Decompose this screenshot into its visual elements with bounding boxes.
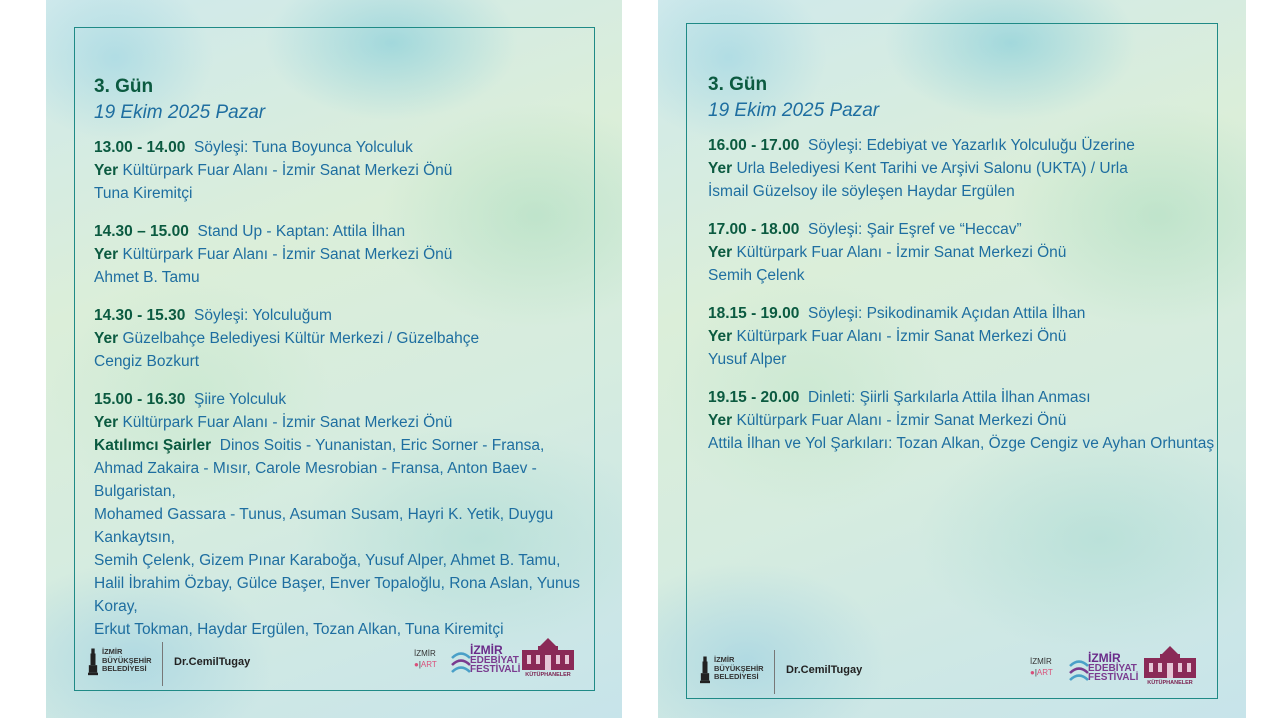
- participants-line: Dinos Soitis - Yunanistan, Eric Sorner - Fransa,: [219, 437, 545, 454]
- event-place: Kültürpark Fuar Alanı - İzmir Sanat Merkezi Önü: [736, 244, 1067, 261]
- event-time: 14.30 – 15.00: [94, 223, 189, 240]
- poster-right: [658, 0, 1246, 718]
- event-title: Stand Up - Kaptan: Attila İlhan: [197, 223, 406, 240]
- izmir-art-logo: İZMİR ●|ART: [1030, 657, 1053, 677]
- participants-label: Katılımcı Şairler: [94, 437, 212, 454]
- library-building-icon: [1140, 646, 1200, 680]
- library-name: KÜTÜPHANELER: [1147, 680, 1193, 686]
- participants-line: Ahmad Zakaira - Mısır, Carole Mesrobian - Fransa, Anton Baev - Bulgaristan,: [94, 460, 537, 500]
- program-content: [708, 72, 1228, 470]
- ibb-text-line: BELEDİYESİ: [102, 664, 147, 674]
- event-time: 17.00 - 18.00: [708, 221, 800, 238]
- event-people: Cengiz Bozkurt: [94, 353, 200, 370]
- event-people: Semih Çelenk: [708, 267, 805, 284]
- festival-logo: [450, 642, 521, 684]
- event-place: Kültürpark Fuar Alanı - İzmir Sanat Merkezi Önü: [736, 328, 1067, 345]
- art-logo-bottom: ART: [420, 660, 437, 669]
- event-people: Yusuf Alper: [708, 351, 787, 368]
- event-title: Dinleti: Şiirli Şarkılarla Attila İlhan Anması: [807, 389, 1091, 406]
- clock-tower-icon: [88, 644, 98, 678]
- ibb-logo: [700, 652, 764, 686]
- ibb-logo: [88, 644, 152, 678]
- event-block: [708, 302, 1228, 371]
- mayor-name: Dr.CemilTugay: [174, 656, 251, 668]
- library-building-icon: [518, 638, 578, 672]
- event-title: Söyleşi: Edebiyat ve Yazarlık Yolculuğu Üzerine: [807, 137, 1135, 154]
- place-label: Yer: [708, 412, 733, 429]
- event-block: [94, 388, 594, 641]
- ibb-text-line: İZMİR: [714, 655, 735, 665]
- event-people: Tuna Kiremitçi: [94, 185, 193, 202]
- logo-divider: [774, 650, 775, 694]
- mayor-logo: [786, 664, 862, 681]
- event-people: Attila İlhan ve Yol Şarkıları: Tozan Alkan, Özge Cengiz ve Ayhan Orhuntaş: [708, 435, 1215, 452]
- event-place: Güzelbahçe Belediyesi Kültür Merkezi / Güzelbahçe: [122, 330, 480, 347]
- place-label: Yer: [708, 328, 733, 345]
- festival-text-line: FESTİVALİ: [1088, 672, 1139, 683]
- festival-text-line: EDEBİYAT: [470, 654, 519, 666]
- event-title: Şiire Yolculuk: [193, 391, 287, 408]
- event-block: [94, 136, 594, 205]
- day-date: 19 Ekim 2025 Pazar: [708, 100, 880, 121]
- logo-strip: [88, 642, 588, 688]
- event-title: Söyleşi: Tuna Boyunca Yolculuk: [193, 139, 413, 156]
- participants-line: Erkut Tokman, Haydar Ergülen, Tozan Alkan, Tuna Kiremitçi: [94, 621, 504, 638]
- logo-strip: [700, 650, 1220, 696]
- mayor-name: Dr.CemilTugay: [786, 664, 863, 676]
- event-people: Ahmet B. Tamu: [94, 269, 200, 286]
- event-people: İsmail Güzelsoy ile söyleşen Haydar Ergülen: [708, 183, 1015, 200]
- festival-text-line: EDEBİYAT: [1088, 662, 1137, 674]
- ibb-text-line: İZMİR: [102, 647, 123, 657]
- event-block: [94, 220, 594, 289]
- event-time: 16.00 - 17.00: [708, 137, 800, 154]
- event-title: Söyleşi: Şair Eşref ve “Heccav”: [807, 221, 1022, 238]
- place-label: Yer: [94, 414, 119, 431]
- participants-line: Mohamed Gassara - Tunus, Asuman Susam, Hayri K. Yetik, Duygu Kankaytsın,: [94, 506, 554, 546]
- event-place: Urla Belediyesi Kent Tarihi ve Arşivi Salonu (UKTA) / Urla: [736, 160, 1128, 177]
- program-content: [94, 74, 594, 656]
- place-label: Yer: [708, 160, 733, 177]
- event-title: Söyleşi: Psikodinamik Açıdan Attila İlhan: [807, 305, 1086, 322]
- day-date: 19 Ekim 2025 Pazar: [94, 102, 266, 123]
- festival-text-line: İZMİR: [470, 643, 503, 657]
- participants-line: Halil İbrahim Özbay, Gülce Başer, Enver Topaloğlu, Rona Aslan, Yunus Koray,: [94, 575, 580, 615]
- ibb-text-line: BÜYÜKŞEHİR: [102, 655, 152, 665]
- participants-line: Semih Çelenk, Gizem Pınar Karaboğa, Yusuf Alper, Ahmet B. Tamu,: [94, 552, 561, 569]
- festival-wave-icon: [450, 650, 472, 678]
- event-time: 13.00 - 14.00: [94, 139, 186, 156]
- event-block: [94, 304, 594, 373]
- event-title: Söyleşi: Yolculuğum: [193, 307, 332, 324]
- ibb-text-line: BÜYÜKŞEHİR: [714, 663, 764, 673]
- izmir-art-logo: İZMİR ●|ART: [414, 649, 437, 669]
- festival-text-line: FESTİVALİ: [470, 664, 521, 675]
- art-logo-top: İZMİR: [1030, 657, 1052, 666]
- event-block: [708, 134, 1228, 203]
- event-place: Kültürpark Fuar Alanı - İzmir Sanat Merkezi Önü: [736, 412, 1067, 429]
- event-place: Kültürpark Fuar Alanı - İzmir Sanat Merkezi Önü: [122, 414, 453, 431]
- place-label: Yer: [708, 244, 733, 261]
- event-time: 18.15 - 19.00: [708, 305, 800, 322]
- event-block: [708, 386, 1228, 455]
- library-logo: [1140, 646, 1200, 694]
- ibb-text-line: BELEDİYESİ: [714, 672, 759, 682]
- festival-text-line: İZMİR: [1088, 651, 1121, 665]
- event-place: Kültürpark Fuar Alanı - İzmir Sanat Merkezi Önü: [122, 246, 453, 263]
- library-logo: [518, 638, 578, 686]
- day-title: 3. Gün: [708, 74, 768, 95]
- art-logo-top: İZMİR: [414, 649, 436, 658]
- event-place: Kültürpark Fuar Alanı - İzmir Sanat Merkezi Önü: [122, 162, 453, 179]
- mayor-logo: [174, 656, 250, 673]
- clock-tower-icon: [700, 652, 710, 686]
- logo-divider: [162, 642, 163, 686]
- place-label: Yer: [94, 162, 119, 179]
- place-label: Yer: [94, 330, 119, 347]
- day-title: 3. Gün: [94, 76, 154, 97]
- poster-left: [46, 0, 622, 718]
- festival-wave-icon: [1068, 658, 1090, 686]
- place-label: Yer: [94, 246, 119, 263]
- event-time: 19.15 - 20.00: [708, 389, 800, 406]
- event-time: 15.00 - 16.30: [94, 391, 186, 408]
- event-block: [708, 218, 1228, 287]
- event-time: 14.30 - 15.30: [94, 307, 186, 324]
- festival-logo: [1068, 650, 1139, 692]
- art-logo-bottom: ART: [1036, 668, 1053, 677]
- library-name: KÜTÜPHANELER: [525, 672, 571, 678]
